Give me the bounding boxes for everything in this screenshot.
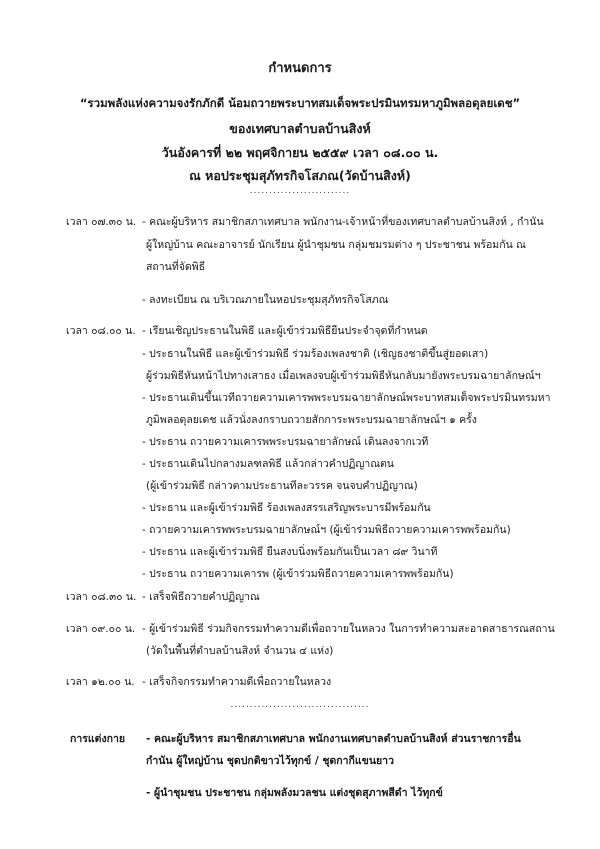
venue: ณ หอประชุมสุภัทรกิจโสภณ(วัดบ้านสิงห์) bbox=[189, 168, 411, 183]
schedule-line: - เรียนเชิญประธานในพิธี และผู้เข้าร่วมพิธียืนประจำจุดที่กำหนด bbox=[142, 325, 428, 337]
dress-code-label: การแต่งกาย bbox=[70, 733, 126, 745]
date-time: วันอังคารที่ ๒๒ พฤศจิกายน ๒๕๕๙ เวลา ๐๘.๐๐ น. bbox=[161, 145, 439, 160]
schedule-line: - ประธาน ถวายความเคารพพระบรมฉายาลักษณ์ เดินลงจากเวที bbox=[142, 436, 429, 448]
schedule-line: - คณะผู้บริหาร สมาชิกสภาเทศบาล พนักงาน-เจ้าหน้าที่ของเทศบาลตำบลบ้านสิงห์ , กำนัน bbox=[142, 216, 544, 228]
schedule-line: ผู้ใหญ่บ้าน คณะอาจารย์ นักเรียน ผู้นำชุมชน กลุ่มชมรมต่าง ๆ ประชาชน พร้อมกัน ณ bbox=[146, 239, 526, 251]
time-0800: เวลา ๐๘.๐๐ น. bbox=[66, 325, 136, 337]
dress-line: - ผู้นำชุมชน ประชาชน กลุ่มพลังมวลชน แต่งชุดสุภาพสีดำ ไว้ทุกข์ bbox=[146, 787, 443, 799]
time-0830: เวลา ๐๘.๓๐ น. bbox=[66, 591, 137, 603]
dress-line: - คณะผู้บริหาร สมาชิกสภาเทศบาล พนักงานเทศบาลตำบลบ้านสิงห์ ส่วนราชการอื่น bbox=[146, 733, 521, 745]
schedule-line: - เสร็จพิธีถวายคำปฏิญาณ bbox=[142, 591, 260, 603]
schedule-line: สถานที่จัดพิธี bbox=[146, 261, 206, 273]
schedule-line: (ผู้เข้าร่วมพิธี กล่าวตามประธานทีละวรรค จนจบคำปฏิญาณ) bbox=[146, 480, 418, 492]
schedule-line: (วัดในพื้นที่ตำบลบ้านสิงห์ จำนวน ๔ แห่ง) bbox=[146, 645, 334, 657]
schedule-line: - ลงทะเบียน ณ บริเวณภายในหอประชุมสุภัทรกิจโสภณ bbox=[142, 294, 389, 306]
schedule-line: - ประธานในพิธี และผู้เข้าร่วมพิธี ร่วมร้องเพลงชาติ (เชิญธงชาติขึ้นสู่ยอดเสา) bbox=[142, 348, 489, 360]
schedule-line: - ถวายความเคารพพระบรมฉายาลักษณ์ฯ (ผู้เข้าร่วมพิธีถวายความเคารพพร้อมกัน) bbox=[142, 524, 511, 536]
dress-line: กำนัน ผู้ใหญ่บ้าน ชุดปกติขาวไว้ทุกข์ / ชุดกากีแขนยาว bbox=[146, 755, 394, 767]
event-name: “รวมพลังแห่งความจงรักภักดี น้อมถวายพระบาทสมเด็จพระปรมินทรมหาภูมิพลอดุลยเดช” bbox=[79, 96, 521, 110]
schedule-line: ภูมิพลอดุลยเดช แล้วนั่งลงกราบถวายสักการะพระบรมฉายาลักษณ์ฯ ๑ ครั้ง bbox=[146, 414, 477, 426]
schedule-line: - ประธาน ถวายความเคารพ (ผู้เข้าร่วมพิธีถวายความเคารพพร้อมกัน) bbox=[142, 568, 454, 580]
bottom-divider: .................................... bbox=[230, 700, 370, 710]
schedule-line: - ประธานเดินไปกลางมลฑลพิธี แล้วกล่าวคำปฏิญาณตน bbox=[142, 458, 394, 470]
schedule-line: - ประธาน และผู้เข้าร่วมพิธี ร้องเพลงสรรเสริญพระบารมีพร้อมกัน bbox=[142, 502, 431, 514]
header-divider: .......................... bbox=[249, 186, 351, 196]
schedule-line: - ผู้เข้าร่วมพิธี ร่วมกิจกรรมทำความดีเพื่อถวายในหลวง ในการทำความสะอาดสาธารณสถาน bbox=[142, 623, 555, 635]
schedule-line: - ประธานเดินขึ้นเวทีถวายความเคารพพระบรมฉายาลักษณ์พระบาทสมเด็จพระปรมินทรมหา bbox=[142, 392, 551, 404]
time-1200: เวลา ๑๒.๐๐ น. bbox=[66, 676, 135, 688]
schedule-line: - เสร็จกิจกรรมทำความดีเพื่อถวายในหลวง bbox=[142, 676, 332, 688]
organizer: ของเทศบาลตำบลบ้านสิงห์ bbox=[229, 121, 371, 136]
schedule-line: - ประธาน และผู้เข้าร่วมพิธี ยืนสงบนิ่งพร้อมกันเป็นเวลา ๘๙ วินาที bbox=[142, 546, 438, 558]
time-0900: เวลา ๐๙.๐๐ น. bbox=[66, 623, 136, 635]
time-0730: เวลา ๐๗.๓๐ น. bbox=[66, 216, 137, 228]
schedule-line: ผู้ร่วมพิธีหันหน้าไปทางเสาธง เมื่อเพลงจบผู้เข้าร่วมพิธีหันกลับมายังพระบรมฉายาลักษณ์ฯ bbox=[146, 370, 541, 382]
page-title: กำหนดการ bbox=[268, 61, 332, 76]
